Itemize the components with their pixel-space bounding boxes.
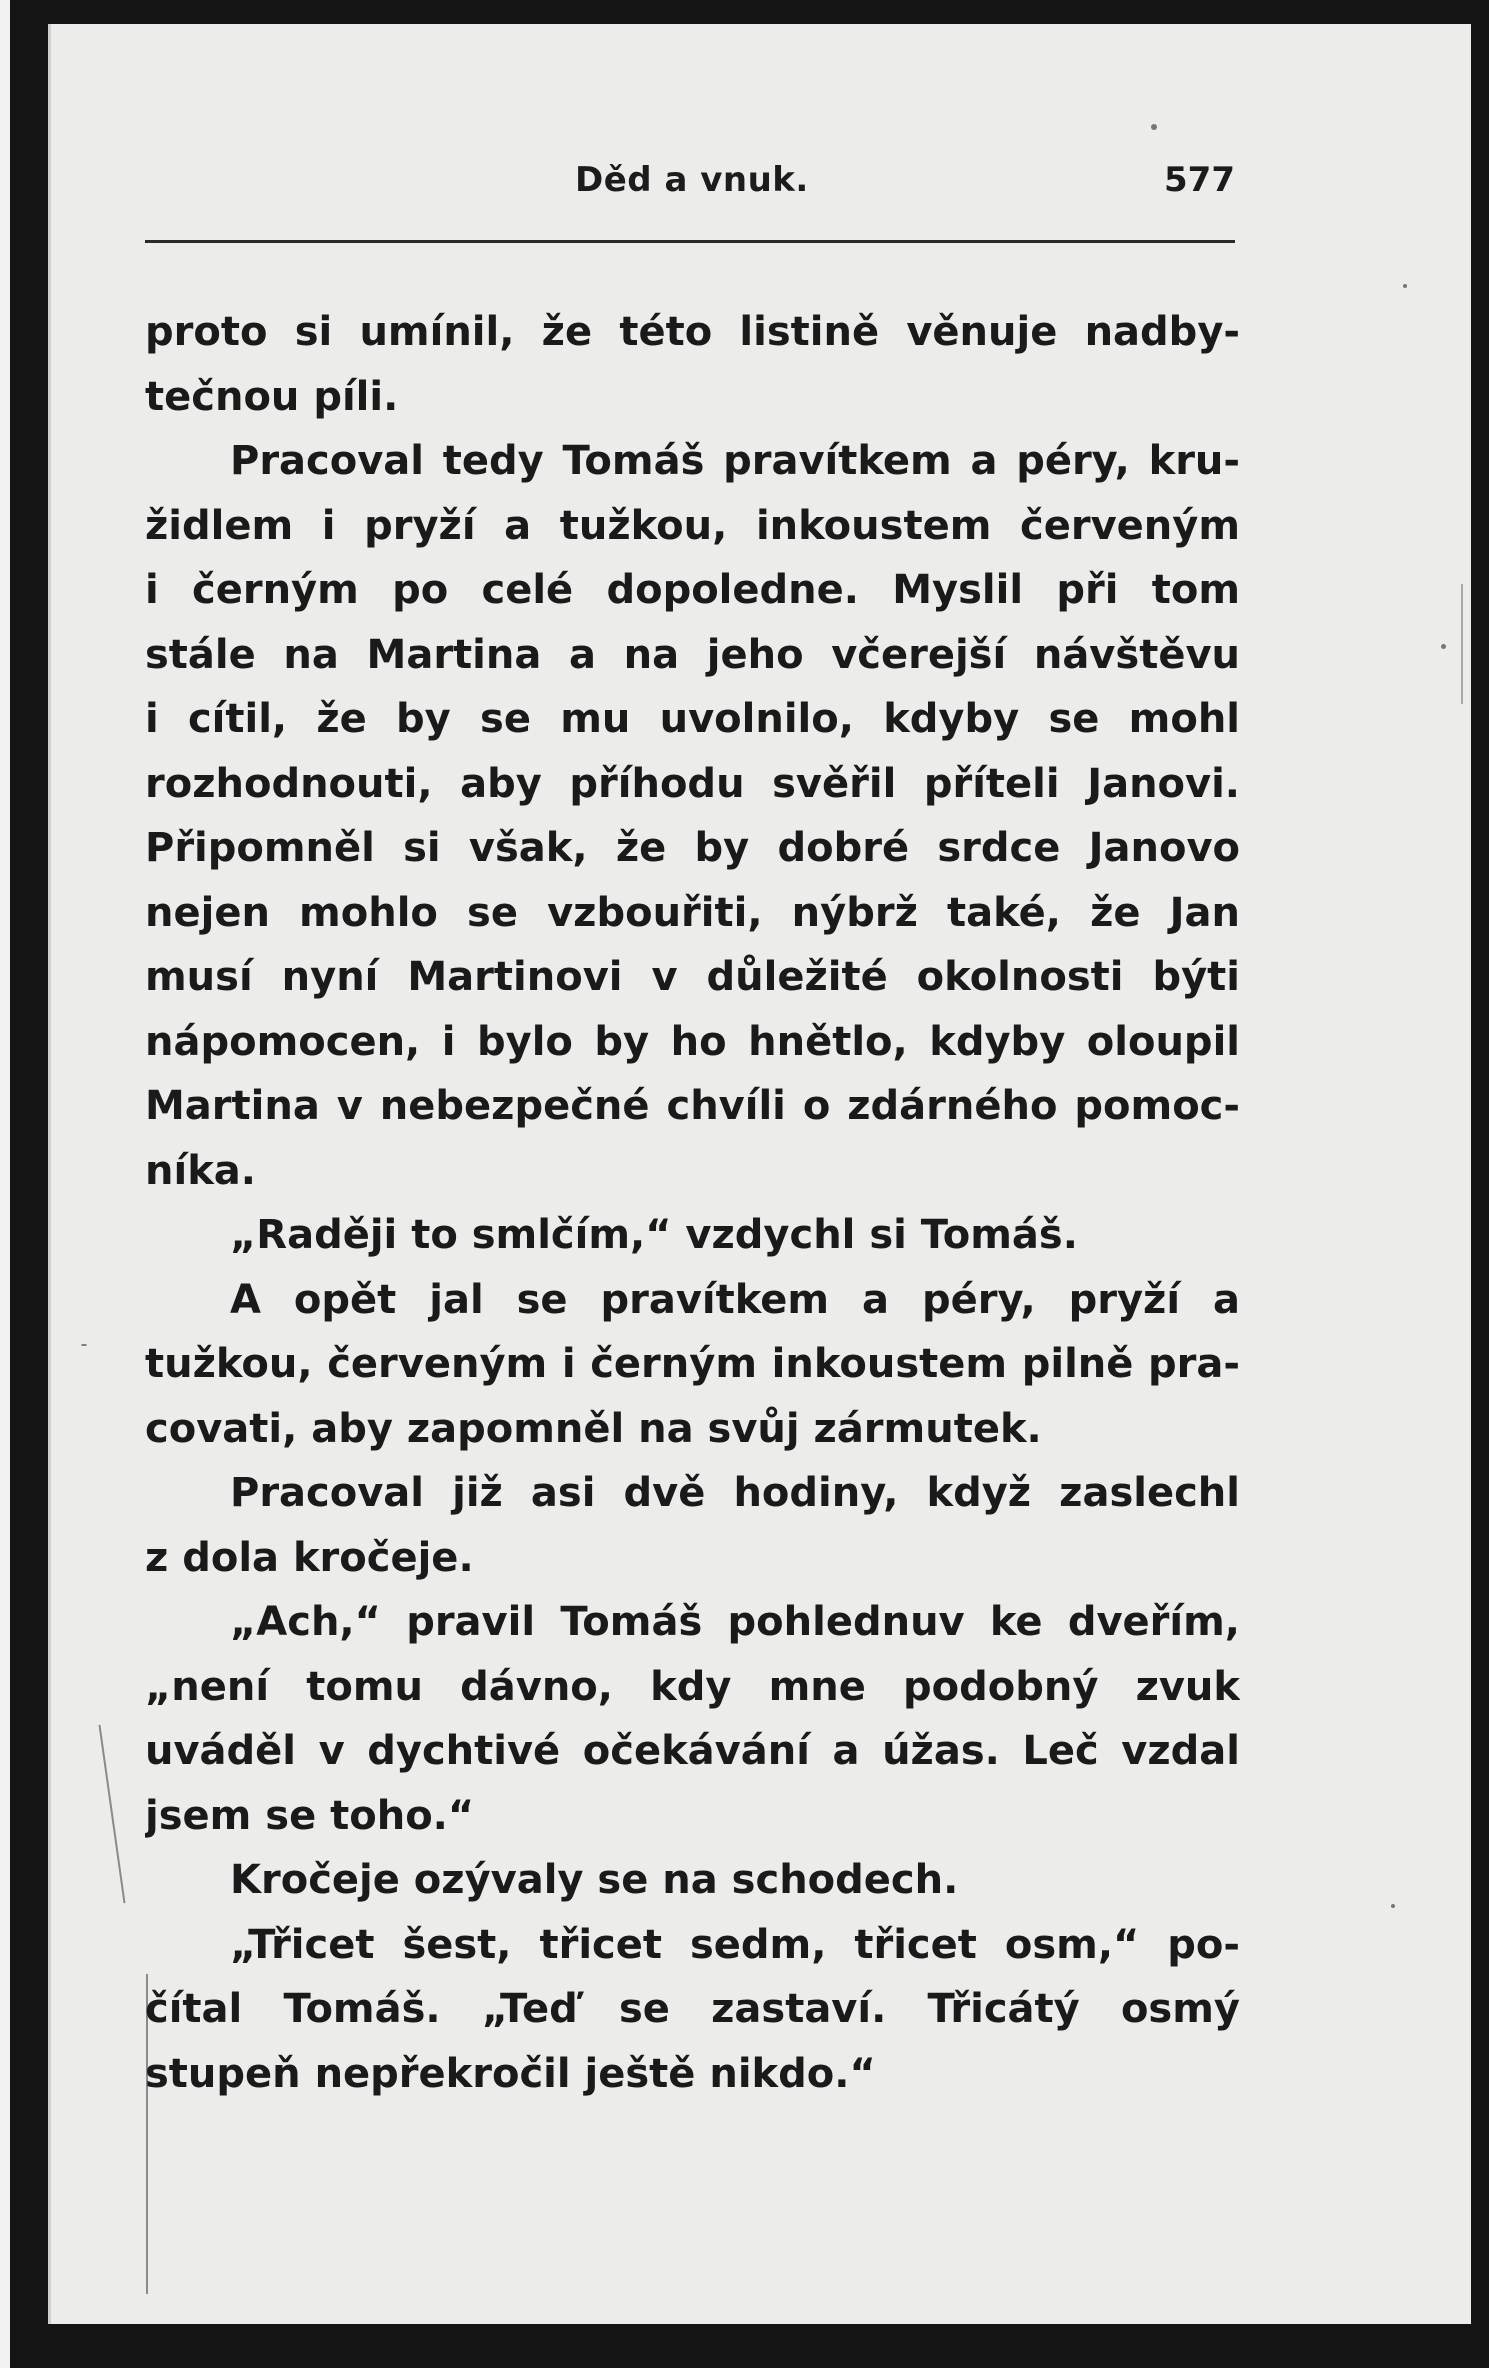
text-line: Pracoval již asi dvě hodiny, když zaslechl bbox=[230, 1470, 1240, 1516]
text-line: tužkou, červeným i černým inkoustem pilně pra- bbox=[145, 1341, 1240, 1387]
text-line: nápomocen, i bylo by ho hnětlo, kdyby oloupil bbox=[145, 1018, 1240, 1065]
paper-speck bbox=[1403, 284, 1407, 288]
text-line: i cítil, že by se mu uvolnilo, kdyby se mohl bbox=[145, 696, 1240, 742]
text-line: A opět jal se pravítkem a péry, pryží a bbox=[230, 1276, 1240, 1323]
text-line: stále na Martina a na jeho včerejší návštěvu bbox=[145, 631, 1240, 678]
paper-speck bbox=[1391, 1904, 1395, 1908]
text-line: tečnou píli. bbox=[145, 373, 399, 420]
text-line: Kročeje ozývaly se na schodech. bbox=[230, 1857, 959, 1903]
page-number: 577 bbox=[1164, 160, 1235, 200]
text-line: jsem se toho.“ bbox=[145, 1792, 475, 1839]
running-header bbox=[145, 160, 1235, 210]
page-crease-mark bbox=[1461, 584, 1463, 704]
text-line: z dola kročeje. bbox=[145, 1534, 474, 1581]
paper-speck bbox=[1151, 124, 1157, 130]
text-line: uváděl v dychtivé očekávání a úžas. Leč vzdal bbox=[145, 1728, 1240, 1774]
text-line: Připomněl si však, že by dobré srdce Janovo bbox=[145, 825, 1240, 871]
paper-speck bbox=[81, 1344, 87, 1346]
text-line: proto si umínil, že této listině věnuje nadby- bbox=[145, 309, 1240, 355]
text-line: čítal Tomáš. „Teď se zastaví. Třicátý osmý bbox=[145, 1986, 1240, 2032]
text-line: „Ach,“ pravil Tomáš pohlednuv ke dveřím, bbox=[230, 1599, 1240, 1645]
header-rule bbox=[145, 240, 1235, 243]
text-line: Pracoval tedy Tomáš pravítkem a péry, kru- bbox=[230, 438, 1240, 484]
running-title: Děd a vnuk. bbox=[575, 160, 809, 200]
adjacent-page-edge bbox=[0, 0, 10, 2368]
page-crease-mark bbox=[98, 1725, 125, 1904]
text-line: níka. bbox=[145, 1147, 256, 1194]
text-line: i černým po celé dopoledne. Myslil při tom bbox=[145, 567, 1240, 613]
text-line: „Raději to smlčím,“ vzdychl si Tomáš. bbox=[230, 1212, 1078, 1258]
text-line: covati, aby zapomněl na svůj zármutek. bbox=[145, 1405, 1042, 1452]
body-text bbox=[145, 300, 1240, 2106]
text-line: „není tomu dávno, kdy mne podobný zvuk bbox=[145, 1663, 1240, 1710]
text-line: Martina v nebezpečné chvíli o zdárného pomoc- bbox=[145, 1083, 1240, 1129]
text-line: „Třicet šest, třicet sedm, třicet osm,“ po- bbox=[230, 1921, 1240, 1968]
text-line: rozhodnouti, aby příhodu svěřil příteli Janovi. bbox=[145, 760, 1240, 807]
paper-speck bbox=[1441, 644, 1446, 649]
text-line: židlem i pryží a tužkou, inkoustem červeným bbox=[145, 502, 1240, 549]
text-line: musí nyní Martinovi v důležité okolnosti býti bbox=[145, 954, 1240, 1000]
text-line: stupeň nepřekročil ještě nikdo.“ bbox=[145, 2050, 876, 2097]
text-line: nejen mohlo se vzbouřiti, nýbrž také, že Jan bbox=[145, 889, 1240, 936]
